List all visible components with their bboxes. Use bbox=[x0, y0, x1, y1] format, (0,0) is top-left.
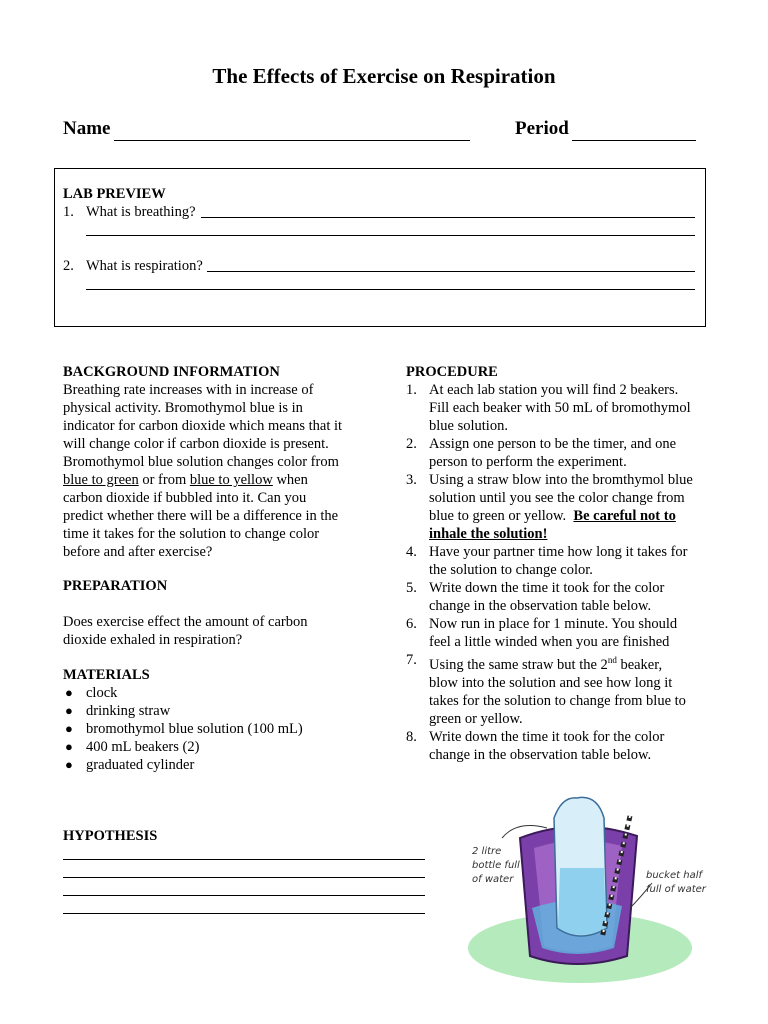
or-from-text: or from bbox=[138, 472, 190, 488]
procedure-step: 5. Write down the time it took for the color change in the observation table below. bbox=[406, 580, 665, 614]
background-line: Breathing rate increases with in increase of bbox=[63, 382, 314, 398]
answer-line-1b[interactable] bbox=[86, 235, 695, 236]
hypothesis-line[interactable] bbox=[63, 913, 425, 914]
name-label: Name bbox=[63, 118, 111, 139]
answer-line-2a[interactable] bbox=[207, 271, 695, 272]
preparation-heading: PREPARATION bbox=[63, 578, 168, 594]
lab-preview-heading: LAB PREVIEW bbox=[63, 186, 166, 202]
procedure-step: 2. Assign one person to be the timer, and one person to perform the experiment. bbox=[406, 436, 677, 470]
answer-line-1a[interactable] bbox=[201, 217, 695, 218]
period-label: Period bbox=[515, 118, 569, 139]
background-line: predict whether there will be a difference in the bbox=[63, 508, 339, 524]
procedure-heading: PROCEDURE bbox=[406, 364, 498, 380]
safety-warning: inhale the solution! bbox=[429, 526, 548, 542]
background-section bbox=[63, 363, 393, 561]
bullet-icon: ● bbox=[65, 757, 73, 772]
when-text: when bbox=[272, 472, 308, 488]
hypothesis-line[interactable] bbox=[63, 895, 425, 896]
procedure-step: 6. Now run in place for 1 minute. You should feel a little winded when you are finished bbox=[406, 616, 678, 650]
background-line: carbon dioxide if bubbled into it. Can you bbox=[63, 490, 307, 506]
underlined-blue-to-green: blue to green bbox=[63, 472, 139, 488]
procedure-section bbox=[406, 363, 726, 764]
background-heading: BACKGROUND INFORMATION bbox=[63, 364, 280, 380]
bucket-label: full of water bbox=[646, 884, 706, 895]
background-line: Bromothymol blue solution changes color from bbox=[63, 454, 339, 470]
name-field[interactable] bbox=[114, 140, 470, 141]
background-line: before and after exercise? bbox=[63, 544, 213, 560]
answer-line-2b[interactable] bbox=[86, 289, 695, 290]
hypothesis-line[interactable] bbox=[63, 877, 425, 878]
list-item: ● 400 mL beakers (2) bbox=[65, 739, 200, 755]
background-line: time it takes for the solution to change color bbox=[63, 526, 320, 542]
background-line: physical activity. Bromothymol blue is in bbox=[63, 400, 303, 416]
bullet-icon: ● bbox=[65, 721, 73, 736]
procedure-step: 4. Have your partner time how long it takes for the solution to change color. bbox=[406, 544, 688, 578]
underlined-blue-to-yellow: blue to yellow bbox=[189, 472, 273, 488]
procedure-step: 8. Write down the time it took for the color change in the observation table below. bbox=[406, 728, 665, 763]
hypothesis-heading: HYPOTHESIS bbox=[63, 828, 158, 844]
question-1-text: What is breathing? bbox=[86, 204, 196, 220]
bottle-label: 2 litre bbox=[472, 846, 502, 857]
background-line bbox=[63, 471, 393, 489]
preparation-line: dioxide exhaled in respiration? bbox=[63, 632, 243, 648]
materials-heading: MATERIALS bbox=[63, 667, 150, 683]
bottle-label: of water bbox=[472, 874, 514, 885]
question-1-number: 1. bbox=[63, 204, 74, 220]
question-2-text: What is respiration? bbox=[86, 258, 203, 274]
period-field[interactable] bbox=[572, 140, 696, 141]
bottle-label: bottle full bbox=[472, 860, 520, 871]
question-2-number: 2. bbox=[63, 258, 74, 274]
bullet-icon: ● bbox=[65, 685, 73, 700]
procedure-step: 3. Using a straw blow into the bromthymol blue solution until you see the color change from blue to green or yellow. Be careful not to inhale the solution! bbox=[406, 472, 693, 542]
experiment-illustration bbox=[462, 788, 712, 988]
background-line: indicator for carbon dioxide which means that it bbox=[63, 418, 343, 434]
page-title: The Effects of Exercise on Respiration bbox=[212, 64, 556, 88]
procedure-list bbox=[406, 381, 726, 764]
procedure-step: 1. At each lab station you will find 2 beakers. Fill each beaker with 50 mL of bromothymol blue solution. bbox=[406, 382, 691, 434]
bullet-icon: ● bbox=[65, 703, 73, 718]
materials-list bbox=[63, 684, 383, 774]
hypothesis-line[interactable] bbox=[63, 859, 425, 860]
preparation-line: Does exercise effect the amount of carbon bbox=[63, 614, 308, 630]
list-item: ● graduated cylinder bbox=[65, 757, 195, 773]
safety-warning: Be careful not to bbox=[573, 508, 676, 524]
list-item: ● bromothymol blue solution (100 mL) bbox=[65, 721, 303, 737]
list-item: ● drinking straw bbox=[65, 703, 171, 719]
procedure-step: 7. Using the same straw but the 2nd beaker, blow into the solution and see how long it takes for the solution to change from blue to green or yellow. bbox=[406, 652, 686, 727]
bullet-icon: ● bbox=[65, 739, 73, 754]
bucket-label: bucket half bbox=[646, 870, 702, 881]
background-line: will change color if carbon dioxide is present. bbox=[63, 436, 329, 452]
list-item: ● clock bbox=[65, 685, 118, 701]
